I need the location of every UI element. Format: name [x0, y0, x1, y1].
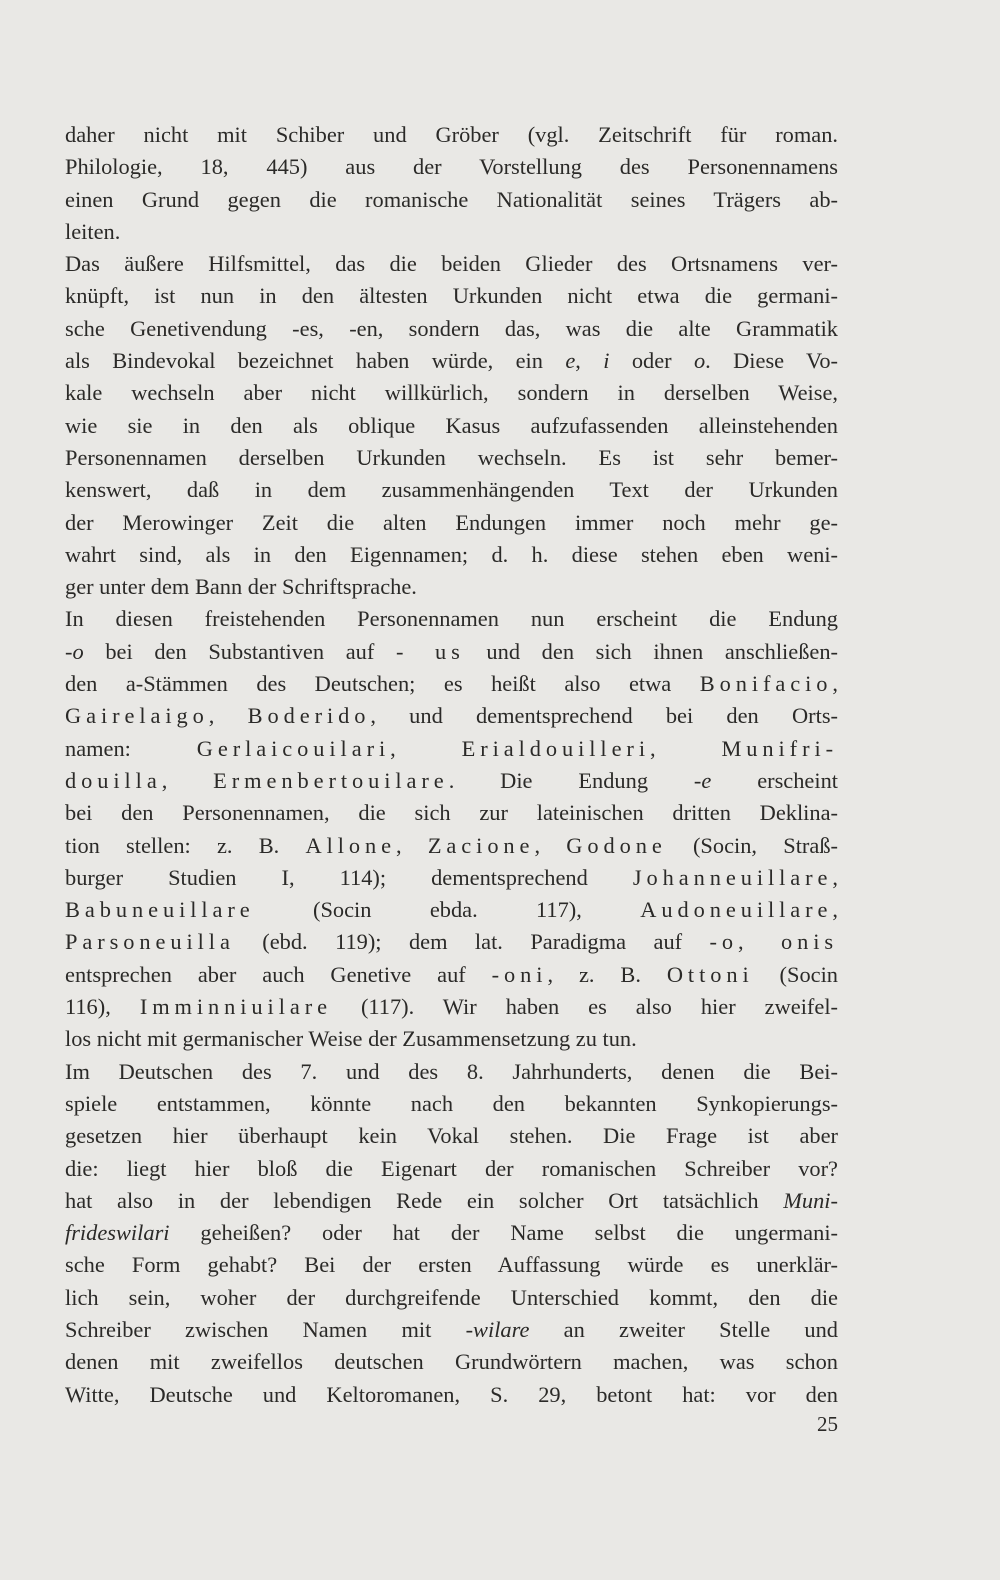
- text-line: [65, 636, 838, 668]
- text-run: 116),: [65, 994, 140, 1020]
- page-number: 25: [817, 1412, 838, 1436]
- text-line: [65, 345, 838, 377]
- text-run: an zweiter Stelle und: [529, 1316, 838, 1342]
- text-run: kenswert, daß in dem zusammenhängenden Text der Urkunden: [65, 477, 838, 503]
- text-run: , z. B.: [547, 961, 667, 987]
- text-run: denen mit zweifellos deutschen Grundwörtern machen, was schon: [65, 1349, 838, 1375]
- text-line: [65, 1153, 838, 1185]
- text-run: Das äußere Hilfsmittel, das die beiden Glieder des Ortsnamens ver-: [65, 251, 838, 277]
- text-line: [65, 1249, 838, 1281]
- text-run: Witte, Deutsche und Keltoromanen, S. 29, betont hat: vor den: [65, 1381, 838, 1407]
- italic-text: -e: [693, 767, 712, 793]
- text-run: namen:: [65, 735, 197, 761]
- text-line: [65, 377, 838, 409]
- text-line: [65, 571, 838, 603]
- text-run: lich sein, woher der durchgreifende Unterschied kommt, den die: [65, 1284, 838, 1310]
- spaced-text: Bonifacio: [699, 671, 833, 697]
- text-line: [65, 184, 838, 216]
- text-line: [65, 474, 838, 506]
- text-run: sche Genetivendung -es, -en, sondern das, was die alte Grammatik: [65, 315, 838, 341]
- text-run: Philologie, 18, 445) aus der Vorstellung des Personennamens: [65, 154, 838, 180]
- spaced-text: Munifri-: [721, 735, 838, 761]
- text-line: [65, 926, 838, 958]
- text-line: [65, 1314, 838, 1346]
- text-line: [65, 216, 838, 248]
- text-run: Im Deutschen des 7. und des 8. Jahrhunderts, denen die Bei-: [65, 1058, 838, 1084]
- text-line: [65, 797, 838, 829]
- text-line: [65, 700, 838, 732]
- text-run: . Diese Vo-: [705, 348, 838, 374]
- italic-text: frideswilari: [65, 1220, 170, 1246]
- italic-text: o: [693, 348, 706, 374]
- text-run: , und dementsprechend bei den Orts-: [370, 703, 838, 729]
- spaced-text: Ermenbertouilare: [213, 767, 449, 793]
- text-run: ger unter dem Bann der Schriftsprache.: [65, 574, 417, 600]
- text-line: [65, 830, 838, 862]
- text-run: bei den Substantiven auf: [83, 638, 396, 664]
- text-run: tion stellen: z. B.: [65, 832, 306, 858]
- spaced-text: douilla: [65, 767, 162, 793]
- text-run: (ebd. 119); dem lat. Paradigma auf: [234, 929, 710, 955]
- text-run: los nicht mit germanischer Weise der Zusammensetzung zu tun.: [65, 1026, 637, 1052]
- text-run: spiele entstammen, könnte nach den bekannten Synkopierungs-: [65, 1090, 838, 1116]
- spaced-text: Erialdouilleri: [461, 735, 650, 761]
- text-line: [65, 668, 838, 700]
- spaced-text: Gerlaicouilari: [196, 735, 391, 761]
- text-run: (Socin, Straß-: [666, 832, 838, 858]
- text-line: [65, 959, 838, 991]
- italic-text: e: [565, 348, 576, 374]
- text-run: ,: [161, 767, 214, 793]
- text-line: [65, 1185, 838, 1217]
- text-line: [65, 410, 838, 442]
- text-line: [65, 603, 838, 635]
- text-line: [65, 991, 838, 1023]
- text-run: Personennamen derselben Urkunden wechseln. Es ist sehr bemer-: [65, 444, 838, 470]
- text-line: [65, 1282, 838, 1314]
- text-run: geheißen? oder hat der Name selbst die ungermani-: [169, 1220, 838, 1246]
- text-run: ,: [396, 832, 428, 858]
- text-line: [65, 862, 838, 894]
- italic-text: i: [603, 348, 610, 374]
- text-run: wie sie in den als oblique Kasus aufzufassenden alleinstehenden: [65, 412, 838, 438]
- text-run: daher nicht mit Schiber und Gröber (vgl. Zeitschrift für roman.: [65, 122, 838, 147]
- text-run: . Die Endung: [448, 767, 694, 793]
- spaced-text: Johanneuillare: [632, 864, 833, 890]
- text-line: [65, 894, 838, 926]
- text-run: In diesen freistehenden Personennamen nun erscheint die Endung: [65, 606, 838, 632]
- text-run: gesetzen hier überhaupt kein Vokal stehen. Die Frage ist aber: [65, 1123, 838, 1149]
- text-run: erscheint: [711, 767, 839, 793]
- text-run: ,: [832, 864, 838, 890]
- spaced-text: Ottoni: [666, 961, 754, 987]
- spaced-text: -oni: [491, 961, 548, 987]
- spaced-text: Audoneuillare: [640, 897, 833, 923]
- text-run: ,: [649, 735, 722, 761]
- text-line: [65, 1056, 838, 1088]
- text-run: ,: [832, 897, 838, 923]
- text-line: [65, 733, 838, 765]
- text-line: [65, 1088, 838, 1120]
- text-run: (Socin ebda. 117),: [254, 897, 641, 923]
- text-run: die: liegt hier bloß die Eigenart der romanischen Schreiber vor?: [65, 1155, 838, 1181]
- text-run: und den sich ihnen anschließen-: [464, 638, 838, 664]
- spaced-text: Babuneuillare: [65, 897, 255, 923]
- text-run: wahrt sind, als in den Eigennamen; d. h. diese stehen eben weni-: [65, 541, 838, 567]
- text-line: [65, 1023, 838, 1055]
- body-text: [65, 119, 838, 1411]
- text-line: [65, 1346, 838, 1378]
- spaced-text: Zacione: [427, 832, 535, 858]
- spaced-text: Allone: [305, 832, 396, 858]
- spaced-text: Gairelaigo: [65, 703, 209, 729]
- text-line: [65, 507, 838, 539]
- text-line: [65, 1379, 838, 1411]
- text-run: knüpft, ist nun in den ältesten Urkunden nicht etwa die germani-: [65, 283, 838, 309]
- text-run: ,: [832, 671, 838, 697]
- text-line: [65, 280, 838, 312]
- italic-text: -wilare: [465, 1316, 530, 1342]
- text-line: [65, 765, 838, 797]
- text-run: burger Studien I, 114); dementsprechend: [65, 864, 633, 890]
- spaced-text: - us: [395, 638, 465, 664]
- spaced-text: Boderido: [247, 703, 371, 729]
- text-run: ,: [208, 703, 248, 729]
- text-run: der Merowinger Zeit die alten Endungen immer noch mehr ge-: [65, 509, 838, 535]
- italic-text: Muni-: [783, 1187, 838, 1213]
- text-run: entsprechen aber auch Genetive auf: [65, 961, 492, 987]
- text-run: bei den Personennamen, die sich zur lateinischen dritten Deklina-: [65, 800, 838, 826]
- text-line: [65, 248, 838, 280]
- text-run: ,: [534, 832, 567, 858]
- text-run: einen Grund gegen die romanische Nationalität seines Trägers ab-: [65, 186, 838, 212]
- italic-text: -o: [65, 638, 84, 664]
- text-run: sche Form gehabt? Bei der ersten Auffassung würde es unerklär-: [65, 1252, 838, 1278]
- text-run: (117). Wir haben es also hier zweifel-: [331, 994, 839, 1020]
- text-line: [65, 539, 838, 571]
- text-run: ,: [575, 348, 604, 374]
- text-line: [65, 442, 838, 474]
- text-line: [65, 151, 838, 183]
- text-run: als Bindevokal bezeichnet haben würde, ein: [65, 348, 566, 374]
- text-run: kale wechseln aber nicht willkürlich, sondern in derselben Weise,: [65, 380, 838, 406]
- text-run: hat also in der lebendigen Rede ein solcher Ort tatsächlich: [65, 1187, 784, 1213]
- text-run: (Socin: [753, 961, 838, 987]
- text-line: [65, 1217, 838, 1249]
- text-line: [65, 313, 838, 345]
- text-run: Schreiber zwischen Namen mit: [65, 1316, 466, 1342]
- text-line: [65, 1120, 838, 1152]
- spaced-text: Parsoneuilla: [65, 929, 235, 955]
- spaced-text: Godone: [566, 832, 667, 858]
- text-run: leiten.: [65, 218, 121, 244]
- text-line: [65, 119, 838, 151]
- text-run: oder: [609, 348, 694, 374]
- spaced-text: -o, onis: [709, 929, 838, 955]
- text-run: den a-Stämmen des Deutschen; es heißt also etwa: [65, 671, 700, 697]
- text-run: ,: [390, 735, 462, 761]
- spaced-text: Imminniuilare: [139, 994, 332, 1020]
